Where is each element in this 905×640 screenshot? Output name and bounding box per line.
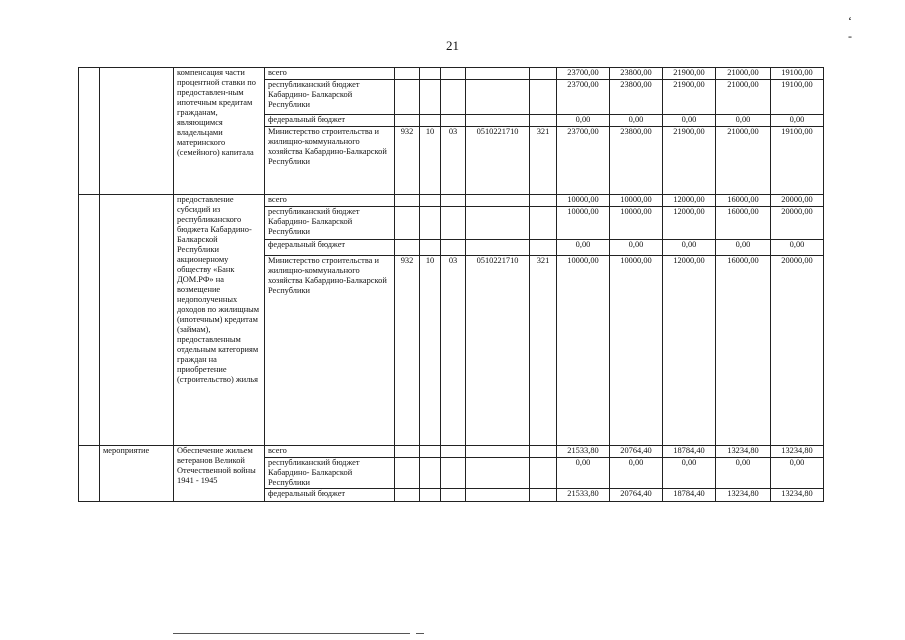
- value-cell: 20764,40: [610, 446, 663, 458]
- code-cell: 03: [441, 256, 466, 446]
- value-cell: 21900,00: [663, 80, 716, 115]
- section-3-description: Обеспечение жильем ветеранов Великой Отечественной войны 1941 - 1945: [174, 446, 265, 502]
- value-cell: 0,00: [663, 458, 716, 489]
- value-cell: 19100,00: [771, 127, 824, 195]
- corner-marks: ‘ -: [848, 14, 874, 43]
- value-cell: 10000,00: [610, 207, 663, 240]
- value-cell: 0,00: [663, 115, 716, 127]
- section-2-type: [100, 195, 174, 446]
- value-cell: 10000,00: [557, 256, 610, 446]
- code-cell: 321: [530, 127, 557, 195]
- value-cell: 20000,00: [771, 195, 824, 207]
- code-cell: 932: [395, 127, 420, 195]
- value-cell: 0,00: [610, 115, 663, 127]
- value-cell: 13234,80: [716, 489, 771, 502]
- value-cell: 18784,40: [663, 489, 716, 502]
- section-1-blank: [79, 68, 100, 195]
- value-cell: 23700,00: [557, 80, 610, 115]
- value-cell: 0,00: [610, 458, 663, 489]
- section-1-description: компенсация части процентной ставки по предоставлен-ным ипотечным кредитам гражданам, являющимся владельцами материнского (семейного) капитала: [174, 68, 265, 195]
- table-row: [79, 195, 824, 207]
- row-label-federal: федеральный бюджет: [265, 115, 395, 127]
- value-cell: 21900,00: [663, 68, 716, 80]
- table-row: [79, 446, 824, 458]
- value-cell: 0,00: [771, 458, 824, 489]
- section-3-blank: [79, 446, 100, 502]
- row-label-ministry: Министерство строительства и жилищно-коммунального хозяйства Кабардино-Балкарской Республики: [265, 256, 395, 446]
- row-label-total: всего: [265, 195, 395, 207]
- value-cell: 0,00: [716, 458, 771, 489]
- section-2-blank: [79, 195, 100, 446]
- value-cell: 23700,00: [557, 68, 610, 80]
- value-cell: 21900,00: [663, 127, 716, 195]
- value-cell: 0,00: [557, 115, 610, 127]
- row-label-federal: федеральный бюджет: [265, 240, 395, 256]
- value-cell: 23800,00: [610, 80, 663, 115]
- row-label-regional: республиканский бюджет Кабардино- Балкарской Республики: [265, 207, 395, 240]
- value-cell: 23800,00: [610, 127, 663, 195]
- row-label-total: всего: [265, 446, 395, 458]
- value-cell: 23700,00: [557, 127, 610, 195]
- value-cell: 10000,00: [610, 256, 663, 446]
- value-cell: 19100,00: [771, 68, 824, 80]
- section-3-type: мероприятие: [100, 446, 174, 502]
- footer-dash: [416, 633, 424, 634]
- value-cell: 19100,00: [771, 80, 824, 115]
- table-row: [79, 68, 824, 80]
- section-2-description: предоставление субсидий из республиканского бюджета Кабардино-Балкарской Республики акционерному обществу «Банк ДОМ.РФ» на возмещение недополученных доходов по жилищным (ипотечным) кредитам (займам), предоставленным отдельным категориям граждан на приобретение (строительство) жилья: [174, 195, 265, 446]
- value-cell: 0,00: [663, 240, 716, 256]
- value-cell: 16000,00: [716, 256, 771, 446]
- code-cell: 932: [395, 256, 420, 446]
- value-cell: 21000,00: [716, 127, 771, 195]
- value-cell: 0,00: [771, 115, 824, 127]
- footer-rule: [173, 633, 410, 634]
- row-label-total: всего: [265, 68, 395, 80]
- value-cell: 0,00: [716, 115, 771, 127]
- value-cell: 0,00: [557, 458, 610, 489]
- value-cell: 12000,00: [663, 195, 716, 207]
- value-cell: 13234,80: [771, 489, 824, 502]
- value-cell: 10000,00: [610, 195, 663, 207]
- row-label-ministry: Министерство строительства и жилищно-коммунального хозяйства Кабардино-Балкарской Республики: [265, 127, 395, 195]
- value-cell: 12000,00: [663, 256, 716, 446]
- row-label-regional: республиканский бюджет Кабардино- Балкарской Республики: [265, 458, 395, 489]
- section-1-type: [100, 68, 174, 195]
- value-cell: 21000,00: [716, 68, 771, 80]
- value-cell: 10000,00: [557, 195, 610, 207]
- value-cell: 0,00: [610, 240, 663, 256]
- value-cell: 0,00: [771, 240, 824, 256]
- row-label-regional: республиканский бюджет Кабардино- Балкарской Республики: [265, 80, 395, 115]
- value-cell: 20764,40: [610, 489, 663, 502]
- code-cell: 0510221710: [466, 127, 530, 195]
- value-cell: 12000,00: [663, 207, 716, 240]
- code-cell: 0510221710: [466, 256, 530, 446]
- value-cell: 20000,00: [771, 207, 824, 240]
- value-cell: 23800,00: [610, 68, 663, 80]
- value-cell: 21533,80: [557, 489, 610, 502]
- code-cell: 03: [441, 127, 466, 195]
- value-cell: 21533,80: [557, 446, 610, 458]
- row-label-federal: федеральный бюджет: [265, 489, 395, 502]
- page-number: 21: [446, 38, 459, 53]
- code-cell: 321: [530, 256, 557, 446]
- code-cell: 10: [420, 256, 441, 446]
- value-cell: 16000,00: [716, 207, 771, 240]
- value-cell: 16000,00: [716, 195, 771, 207]
- code-cell: 10: [420, 127, 441, 195]
- value-cell: 0,00: [716, 240, 771, 256]
- value-cell: 20000,00: [771, 256, 824, 446]
- value-cell: 10000,00: [557, 207, 610, 240]
- value-cell: 13234,80: [771, 446, 824, 458]
- value-cell: 0,00: [557, 240, 610, 256]
- value-cell: 13234,80: [716, 446, 771, 458]
- value-cell: 18784,40: [663, 446, 716, 458]
- budget-table: [78, 67, 824, 502]
- value-cell: 21000,00: [716, 80, 771, 115]
